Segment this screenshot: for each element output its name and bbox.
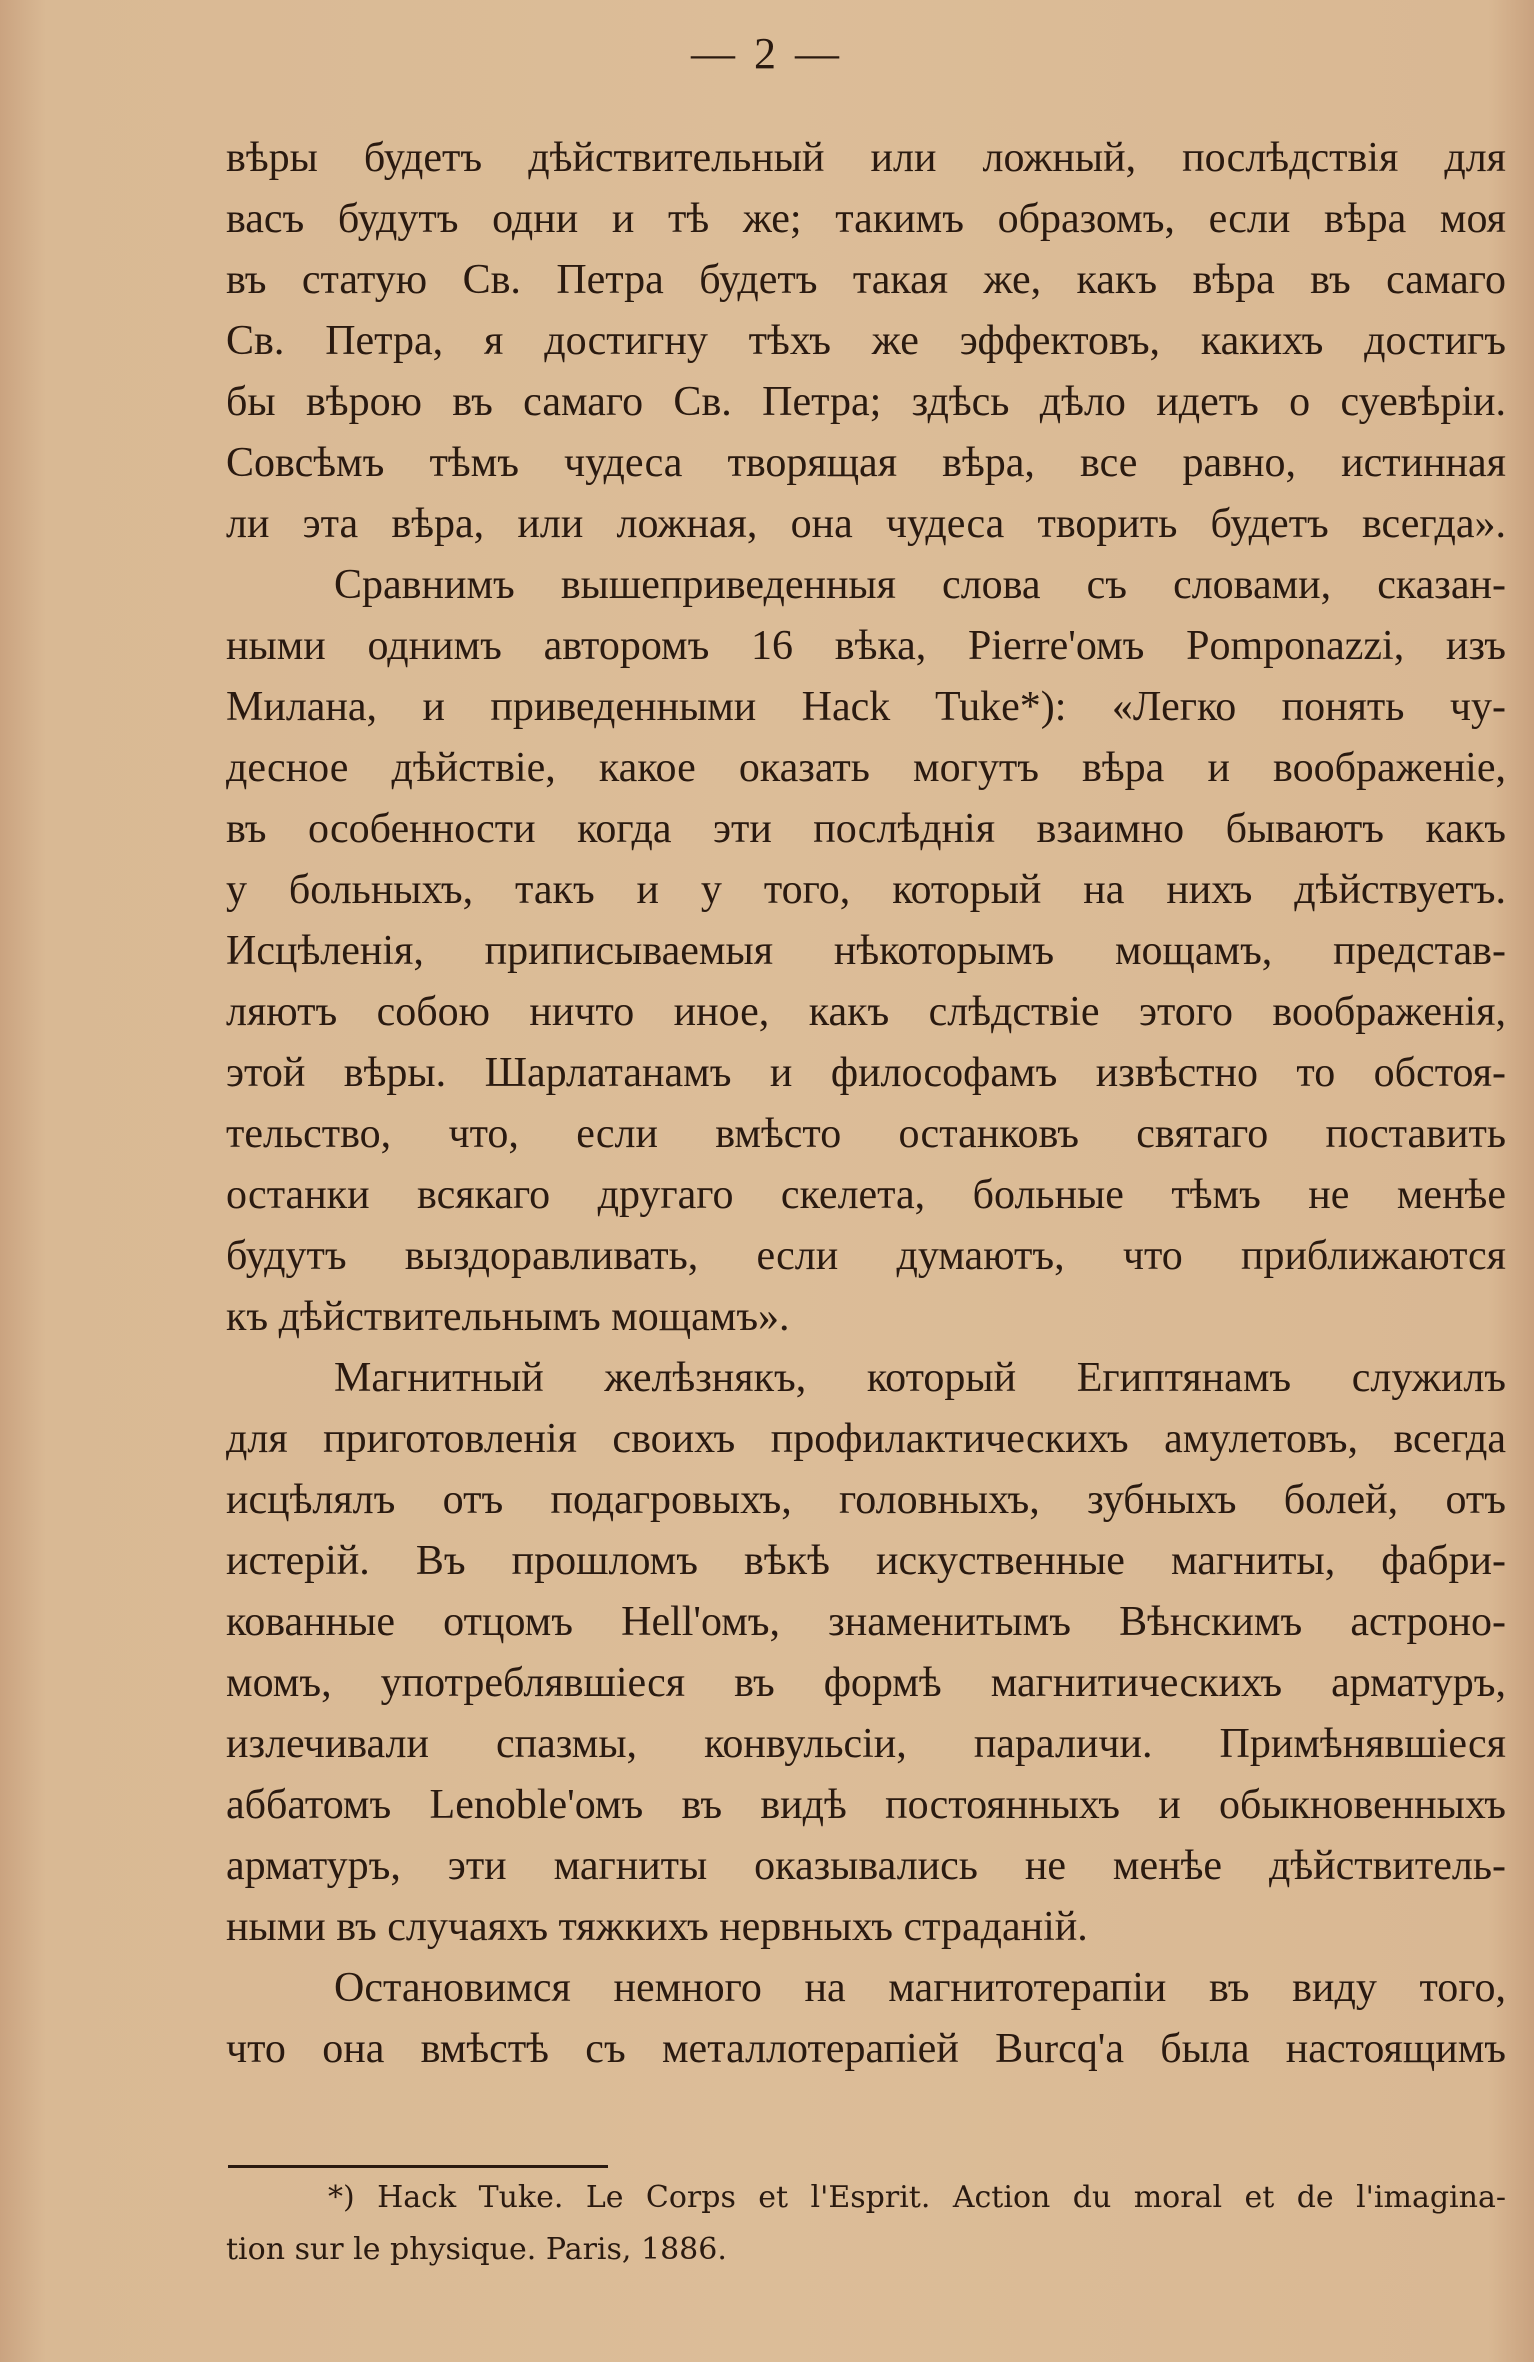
paragraph-start-line: Остановимся немного на магнитотерапіи въ виду того, — [334, 1965, 1506, 2011]
page-number: — 2 — — [691, 29, 843, 78]
text-line: что она вмѣстѣ съ металлотерапіей Burcq'а была настоящимъ — [226, 2026, 1506, 2072]
paragraph-end-line: къ дѣйствительнымъ мощамъ». — [226, 1294, 790, 1340]
text-line: исцѣлялъ отъ подагровыхъ, головныхъ, зубныхъ болей, отъ — [226, 1477, 1506, 1523]
text-line: этой вѣры. Шарлатанамъ и философамъ извѣстно то обстоя- — [226, 1050, 1506, 1096]
text-line: истерій. Въ прошломъ вѣкѣ искуственные магниты, фабри- — [226, 1538, 1506, 1584]
text-line: аббатомъ Lenoble'омъ въ видѣ постоянныхъ и обыкновенныхъ — [226, 1782, 1506, 1828]
paragraph-end-line: ными въ случаяхъ тяжкихъ нервныхъ страданій. — [226, 1904, 1088, 1950]
footnote-line: *) Hack Tuke. Le Corps et l'Esprit. Action du moral et de l'imagina- — [328, 2180, 1506, 2215]
body-text — [226, 128, 1506, 2080]
text-line: Совсѣмъ тѣмъ чудеса творящая вѣра, все равно, истинная — [226, 440, 1506, 486]
text-line: Милана, и приведенными Hack Tuke*): «Легко понять чу- — [226, 684, 1506, 730]
text-line: въ особенности когда эти послѣднія взаимно бываютъ какъ — [226, 806, 1506, 852]
text-line: ными однимъ авторомъ 16 вѣка, Pierre'омъ Pomponazzi, изъ — [226, 623, 1506, 669]
text-line: останки всякаго другаго скелета, больные тѣмъ не менѣе — [226, 1172, 1506, 1218]
text-line: ли эта вѣра, или ложная, она чудеса творить будетъ всегда». — [226, 501, 1506, 547]
text-line: Св. Петра, я достигну тѣхъ же эффектовъ, какихъ достигъ — [226, 318, 1506, 364]
paragraph-start-line: Магнитный желѣзнякъ, который Египтянамъ служилъ — [334, 1355, 1506, 1401]
text-line: излечивали спазмы, конвульсіи, параличи. Примѣнявшіеся — [226, 1721, 1506, 1767]
text-line: момъ, употреблявшіеся въ формѣ магнитическихъ арматуръ, — [226, 1660, 1506, 1706]
text-line: для приготовленія своихъ профилактическихъ амулетовъ, всегда — [226, 1416, 1506, 1462]
footnote — [226, 2172, 1506, 2276]
paragraph-start-line: Сравнимъ вышеприведенныя слова съ словами, сказан- — [334, 562, 1506, 608]
text-line: Исцѣленія, приписываемыя нѣкоторымъ мощамъ, представ- — [226, 928, 1506, 974]
text-line: будутъ выздоравливать, если думаютъ, что приближаются — [226, 1233, 1506, 1279]
text-line: арматуръ, эти магниты оказывались не менѣе дѣйствитель- — [226, 1843, 1506, 1889]
text-line: вѣры будетъ дѣйствительный или ложный, послѣдствія для — [226, 135, 1506, 181]
text-line: кованные отцомъ Hell'омъ, знаменитымъ Вѣнскимъ астроно- — [226, 1599, 1506, 1645]
text-line: ляютъ собою ничто иное, какъ слѣдствіе этого воображенія, — [226, 989, 1506, 1035]
footnote-divider — [228, 2165, 608, 2168]
text-line: васъ будутъ одни и тѣ же; такимъ образомъ, если вѣра моя — [226, 196, 1506, 242]
text-line: десное дѣйствіе, какое оказать могутъ вѣра и воображеніе, — [226, 745, 1506, 791]
text-line: бы вѣрою въ самаго Св. Петра; здѣсь дѣло идетъ о суевѣріи. — [226, 379, 1506, 425]
text-line: тельство, что, если вмѣсто останковъ святаго поставить — [226, 1111, 1506, 1157]
text-line: у больныхъ, такъ и у того, который на нихъ дѣйствуетъ. — [226, 867, 1506, 913]
footnote-line: tion sur le physique. Paris, 1886. — [226, 2232, 727, 2267]
text-line: въ статую Св. Петра будетъ такая же, какъ вѣра въ самаго — [226, 257, 1506, 303]
